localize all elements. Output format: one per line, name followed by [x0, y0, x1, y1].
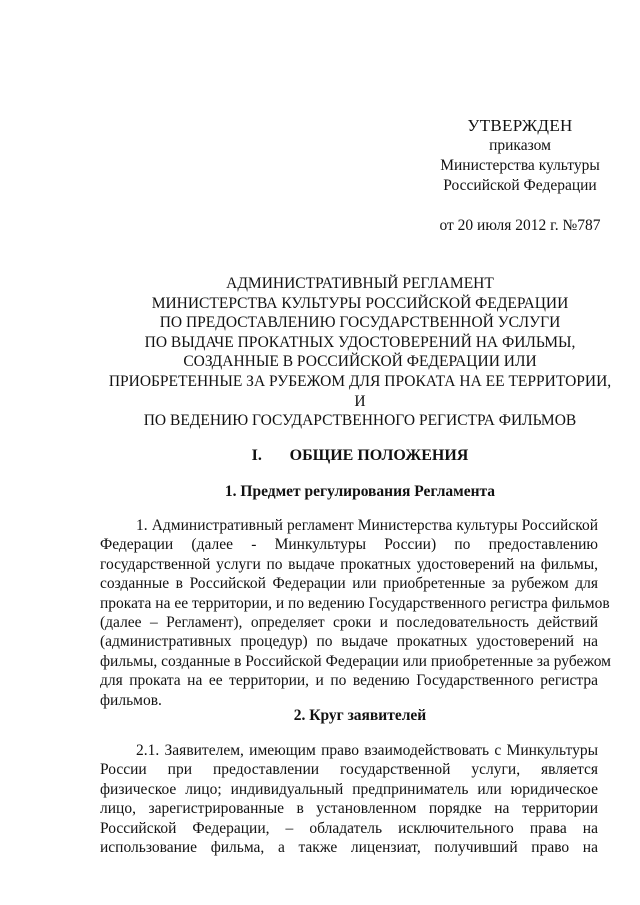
document-title-line: ПО ПРЕДОСТАВЛЕНИЮ ГОСУДАРСТВЕННОЙ УСЛУГИ — [159, 314, 561, 332]
document-title-line: ПО ВЕДЕНИЮ ГОСУДАРСТВЕННОГО РЕГИСТРА ФИЛЬМОВ — [143, 412, 577, 430]
subsection-heading-1: 1. Предмет регулирования Регламента — [224, 483, 496, 500]
document-title-line: АДМИНИСТРАТИВНЫЙ РЕГЛАМЕНТ — [226, 275, 494, 292]
paragraph-line: Российской Федерации, – обладатель исключительного права на — [100, 819, 598, 837]
paragraph-1 — [100, 516, 611, 710]
document-title-line: МИНИСТЕРСТВА КУЛЬТУРЫ РОССИЙСКОЙ ФЕДЕРАЦИИ — [151, 294, 569, 312]
paragraph-line: лицо, зарегистрированные в установленном порядке на территории — [100, 800, 598, 818]
approval-line-order: приказом — [489, 137, 551, 154]
approval-line-ministry: Министерства культуры — [440, 157, 600, 174]
document-title-line: И — [354, 392, 366, 410]
paragraph-line: (административных процедур) по выдаче прокатных удостоверений на — [100, 633, 598, 651]
section-heading — [100, 447, 620, 465]
paragraph-line: созданные в Российской Федерации или приобретенные за рубежом для — [100, 575, 598, 593]
paragraph-line: государственной услуги по выдаче прокатных удостоверений на фильмы, — [100, 555, 598, 573]
paragraph-2 — [100, 741, 598, 857]
document-title-line: ПРИОБРЕТЕННЫЕ ЗА РУБЕЖОМ ДЛЯ ПРОКАТА НА ЕЕ ТЕРРИТОРИИ, — [108, 372, 612, 390]
paragraph-line: 1. Административный регламент Министерства культуры Российской — [136, 517, 598, 534]
paragraph-line: 2.1. Заявителем, имеющим право взаимодействовать с Минкультуры — [136, 742, 598, 759]
document-title-line: СОЗДАННЫЕ В РОССИЙСКОЙ ФЕДЕРАЦИИ ИЛИ — [183, 353, 537, 371]
document-title-line: ПО ВЫДАЧЕ ПРОКАТНЫХ УДОСТОВЕРЕНИЙ НА ФИЛЬМЫ, — [144, 333, 576, 351]
approval-line-federation: Российской Федерации — [443, 177, 597, 194]
approval-stamp — [420, 116, 620, 236]
paragraph-line: использование фильма, а также лицензиат, получивший право на — [100, 839, 598, 857]
approval-title: УТВЕРЖДЕН — [467, 116, 573, 135]
approval-date: от 20 июля 2012 г. №787 — [439, 217, 601, 234]
section-title: ОБЩИЕ ПОЛОЖЕНИЯ — [289, 447, 469, 464]
paragraph-line: России при предоставлении государственной услуги, является — [100, 761, 598, 779]
document-title — [60, 274, 640, 431]
paragraph-line: проката на ее территории, и по ведению Государственного регистра фильмов — [100, 594, 610, 612]
paragraph-line: фильмов. — [100, 691, 162, 709]
subsection-heading-2: 2. Круг заявителей — [293, 707, 427, 724]
paragraph-line: фильмы, созданные в Российской Федерации или приобретенные за рубежом — [100, 652, 611, 670]
paragraph-line: (далее – Регламент), определяет сроки и последовательность действий — [100, 614, 598, 632]
section-number: I. — [251, 447, 262, 464]
paragraph-line: Федерации (далее - Минкультуры России) по предоставлению — [100, 536, 598, 554]
paragraph-line: для проката на ее территории, и по ведению Государственного регистра — [100, 672, 598, 690]
paragraph-line: физическое лицо; индивидуальный предприниматель или юридическое — [100, 780, 598, 798]
